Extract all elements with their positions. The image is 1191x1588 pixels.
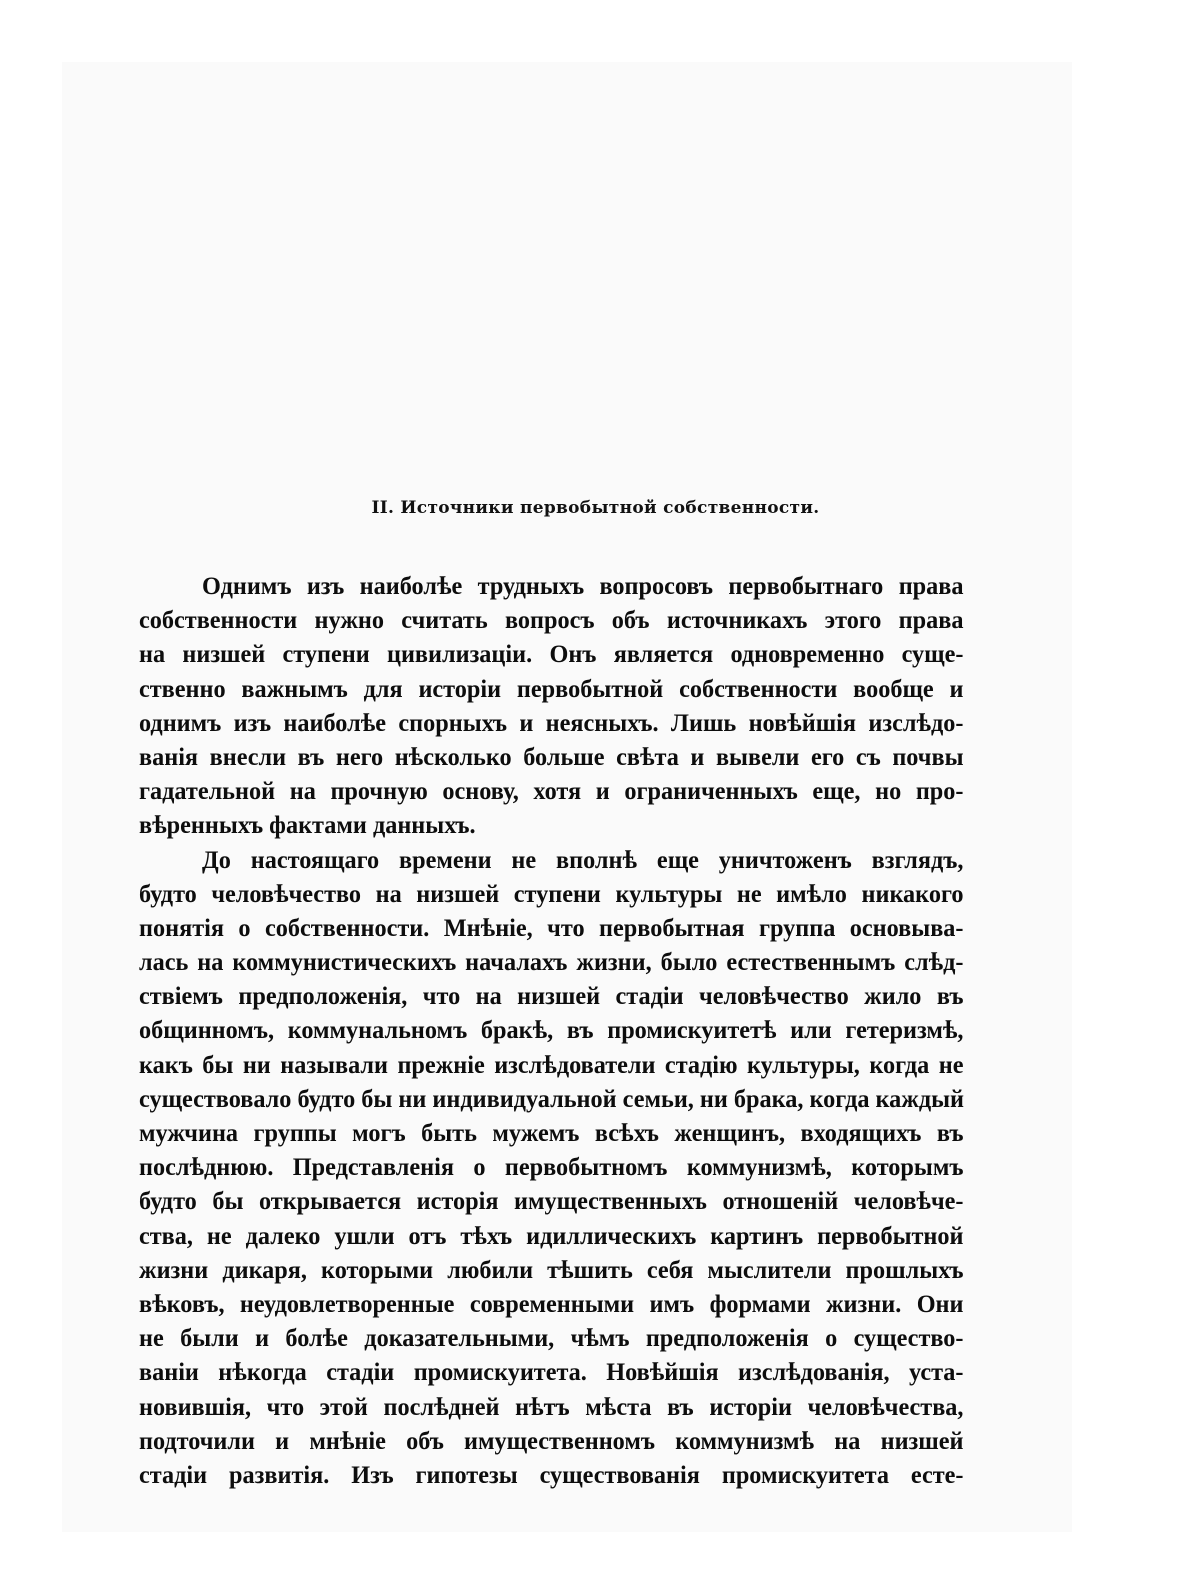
text-line: ванiи нѣкогда стадiи промискуитета. Новѣйшiя изслѣдованiя, уста- — [139, 1359, 964, 1387]
text-line: лась на коммунистическихъ началахъ жизни, было естественнымъ слѣд- — [139, 949, 964, 977]
text-line: ванiя внесли въ него нѣсколько больше свѣта и вывели его съ почвы — [139, 743, 964, 771]
text-line: собственности нужно считать вопросъ объ источникахъ этого права — [139, 607, 964, 635]
text-line: ства, не далеко ушли отъ тѣхъ идиллическихъ картинъ первобытной — [139, 1222, 964, 1250]
text-line: новившiя, что этой послѣдней нѣтъ мѣста въ исторiи человѣчества, — [139, 1393, 964, 1421]
text-line: жизни дикаря, которыми любили тѣшить себя мыслители прошлыхъ — [139, 1256, 964, 1284]
text-line: До настоящаго времени не вполнѣ еще уничтоженъ взглядъ, — [202, 846, 964, 874]
text-line: гадательной на прочную основу, хотя и ограниченныхъ еще, но про- — [139, 778, 964, 806]
body-text — [139, 570, 989, 1493]
text-line: однимъ изъ наиболѣе спорныхъ и неясныхъ. Лишь новѣйшiя изслѣдо- — [139, 709, 964, 737]
text-line: вѣренныхъ фактами данныхъ. — [139, 812, 476, 840]
text-line: будто человѣчество на низшей ступени культуры не имѣло никакого — [139, 880, 964, 908]
text-line: Однимъ изъ наиболѣе трудныхъ вопросовъ первобытнаго права — [202, 573, 964, 600]
text-line: вѣковъ, неудовлетворенные современными имъ формами жизни. Они — [139, 1290, 964, 1318]
text-line: ственно важнымъ для исторiи первобытной собственности вообще и — [139, 675, 964, 703]
text-line: понятiя о собственности. Мнѣнiе, что первобытная группа основыва- — [139, 914, 964, 942]
text-line: будто бы открывается исторiя имущественныхъ отношенiй человѣче- — [139, 1188, 964, 1216]
text-line: существовало будто бы ни индивидуальной семьи, ни брака, когда каждый — [139, 1085, 965, 1113]
text-line: не были и болѣе доказательными, чѣмъ предположенiя о существо- — [139, 1325, 964, 1353]
paragraph-2 — [139, 844, 989, 1494]
text-line: на низшей ступени цивилизацiи. Онъ является одновременно суще- — [139, 641, 964, 669]
text-line: подточили и мнѣнiе объ имущественномъ коммунизмѣ на низшей — [139, 1427, 964, 1455]
paragraph-1 — [139, 570, 989, 844]
text-line: послѣднюю. Представленiя о первобытномъ коммунизмѣ, которымъ — [139, 1154, 964, 1182]
text-line: какъ бы ни называли прежнiе изслѣдователи стадiю культуры, когда не — [139, 1051, 964, 1079]
text-line: стадiи развитiя. Изъ гипотезы существованiя промискуитета есте- — [139, 1461, 964, 1489]
text-line: мужчина группы могъ быть мужемъ всѣхъ женщинъ, входящихъ въ — [139, 1120, 964, 1147]
chapter-heading: II. Источники первобытной собственности. — [371, 498, 820, 518]
text-line: ствiемъ предположенiя, что на низшей стадiи человѣчество жило въ — [139, 983, 964, 1011]
text-line: общинномъ, коммунальномъ бракѣ, въ промискуитетѣ или гетеризмѣ, — [139, 1017, 964, 1045]
